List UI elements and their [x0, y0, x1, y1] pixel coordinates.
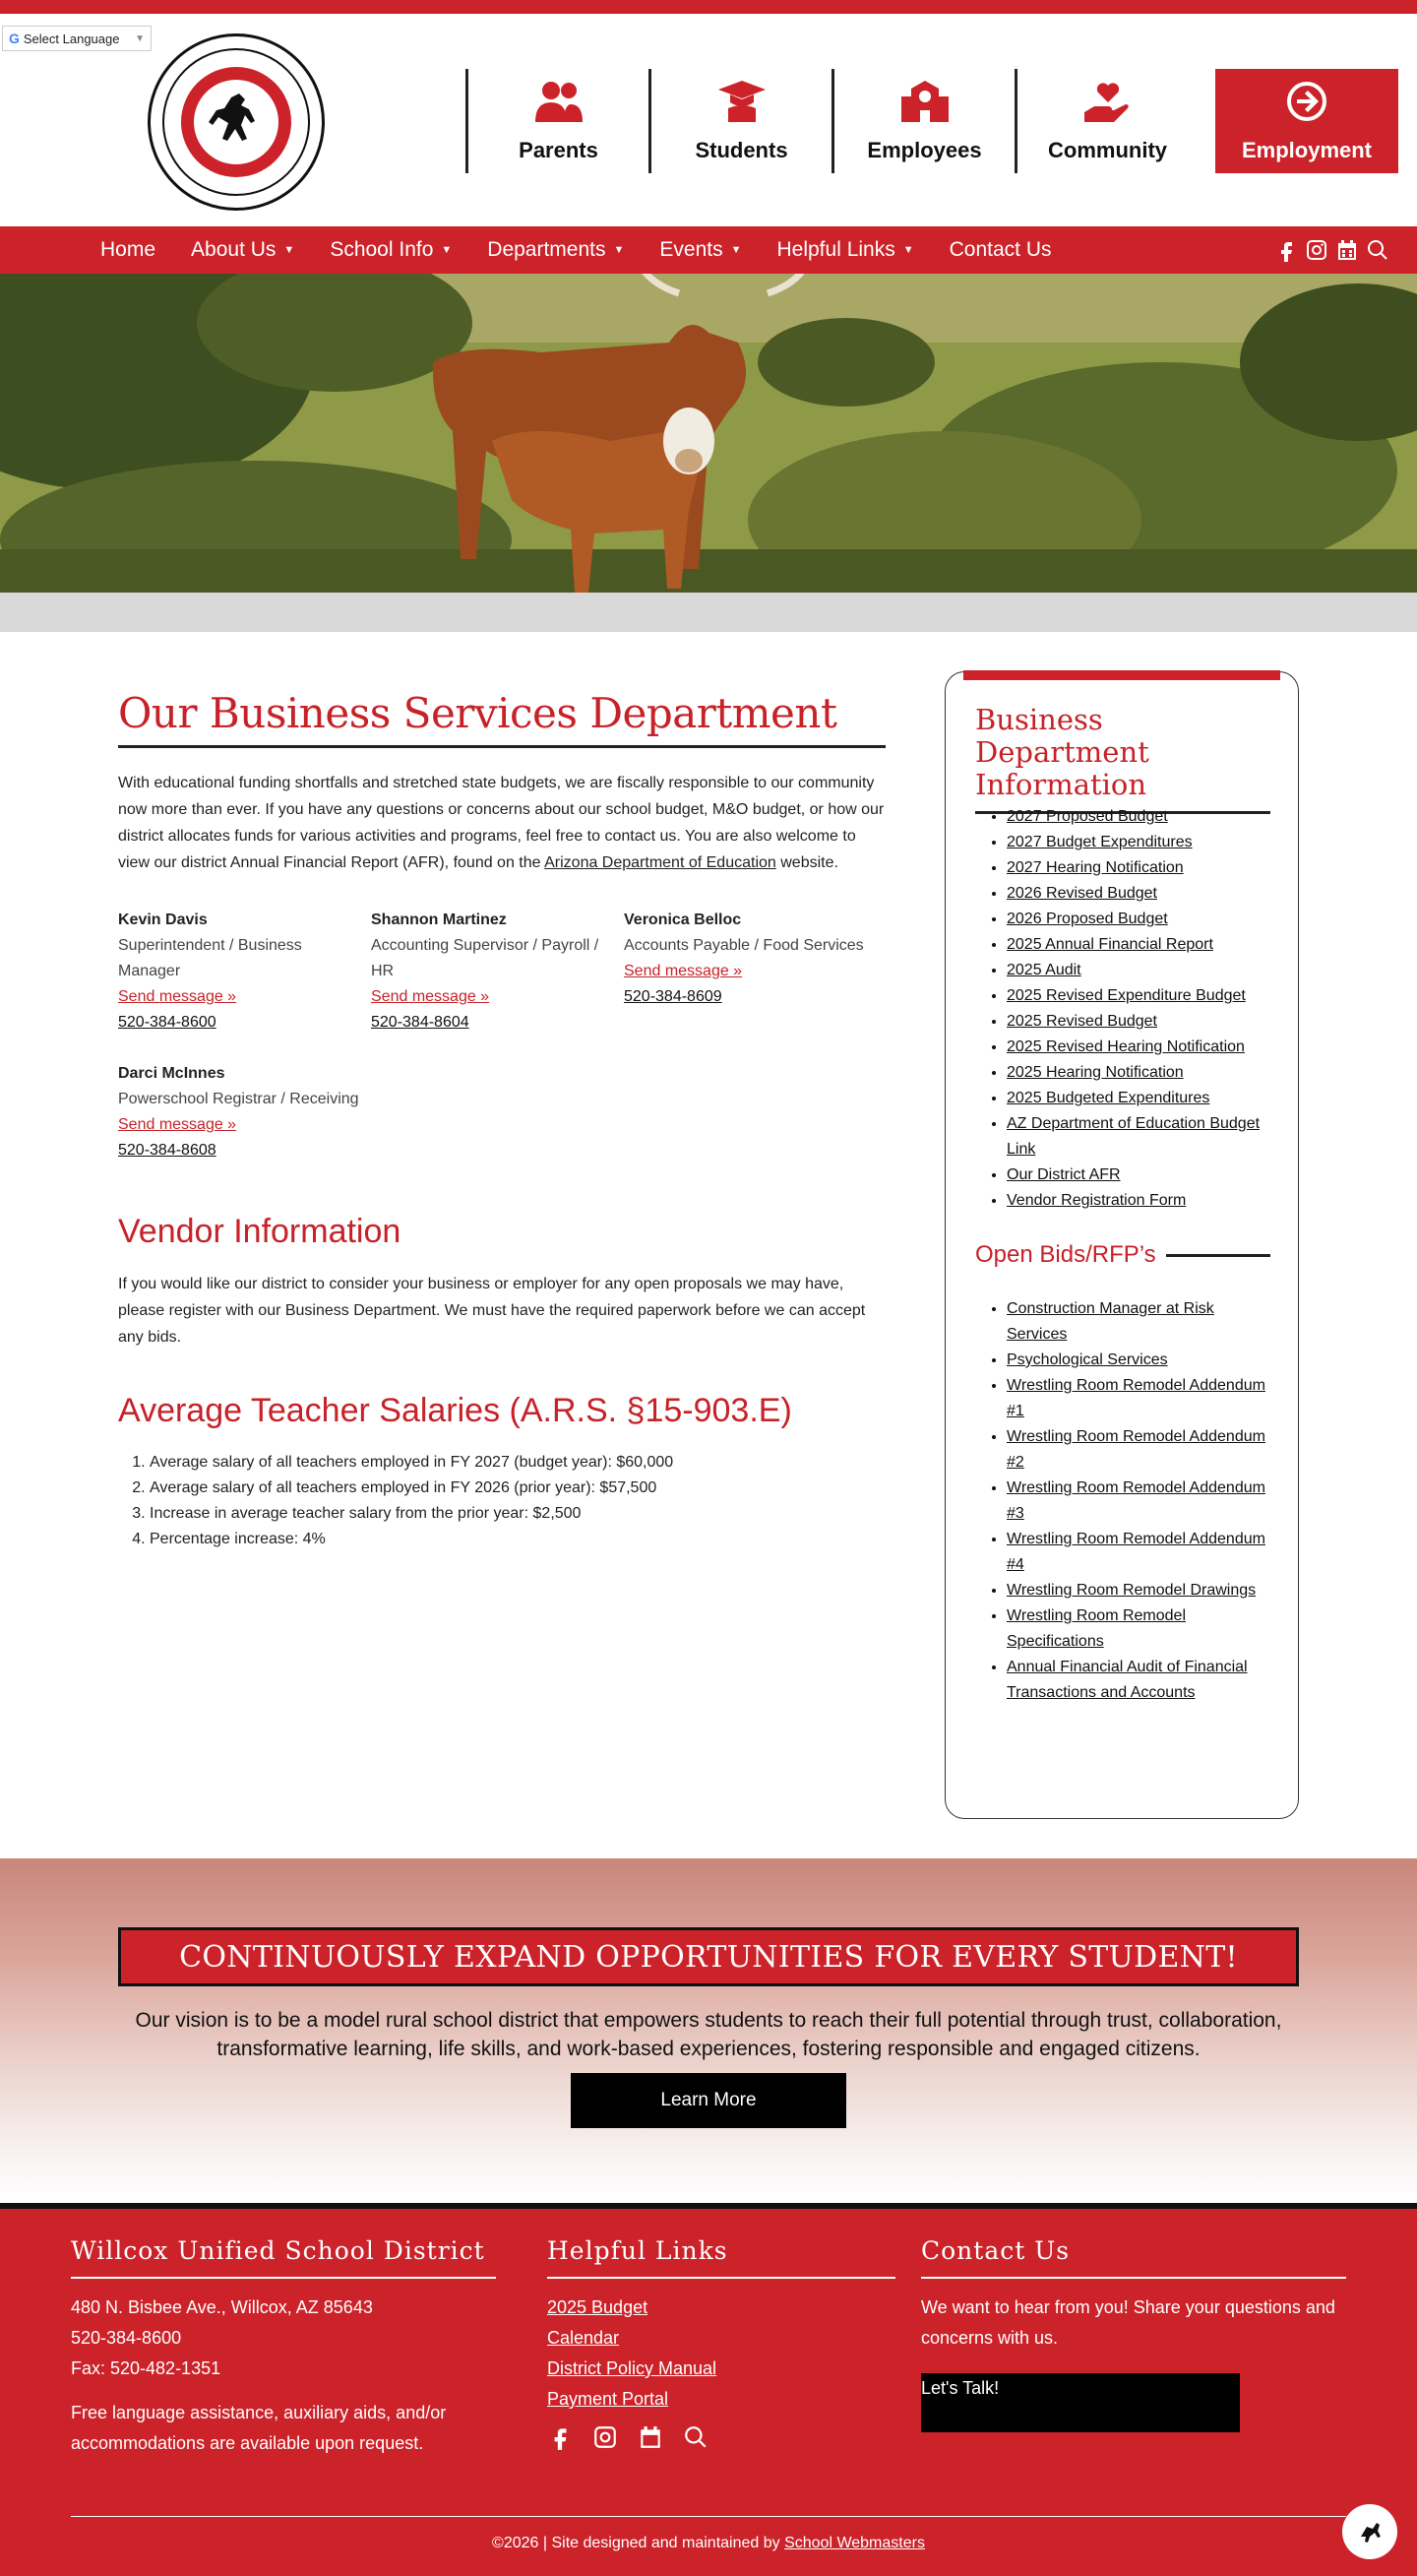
facebook-icon[interactable] [1274, 238, 1298, 262]
list-item [1007, 1603, 1270, 1655]
caret-down-icon: ▼ [441, 244, 453, 256]
list-item [1007, 1035, 1270, 1060]
bid-link[interactable]: Wrestling Room Remodel Addendum #2 [1007, 1428, 1265, 1471]
open-bids-heading: Open Bids/RFP’s [975, 1241, 1270, 1269]
footer-district-heading: Willcox Unified School District [71, 2236, 496, 2279]
list-item [1007, 1111, 1270, 1162]
bid-link[interactable]: Construction Manager at Risk Services [1007, 1300, 1214, 1343]
audience-parents-button[interactable]: Parents [465, 69, 648, 173]
list-item [1007, 1162, 1270, 1188]
cattle-photo-illustration [0, 274, 1417, 593]
footer-language-notice: Free language assistance, auxiliary aids, and/or accommodations are available upon request. [71, 2403, 447, 2453]
budget-link[interactable]: 2026 Revised Budget [1007, 885, 1157, 902]
staff-title: Accounting Supervisor / Payroll / HR [371, 937, 599, 979]
footer-address: 480 N. Bisbee Ave., Willcox, AZ 85643 [71, 2297, 373, 2317]
audience-community-button[interactable]: Community [1015, 69, 1198, 173]
caret-down-icon: ▼ [283, 244, 295, 256]
footer-contact-text: We want to hear from you! Share your questions and concerns with us. [921, 2297, 1335, 2348]
site-footer [0, 2203, 1417, 2576]
budget-link[interactable]: 2027 Proposed Budget [1007, 808, 1168, 825]
instagram-icon[interactable] [592, 2424, 618, 2450]
staff-name: Kevin Davis [118, 911, 208, 928]
staff-card [118, 908, 371, 1036]
school-webmasters-link[interactable]: School Webmasters [784, 2535, 925, 2551]
footer-link-payment-portal[interactable]: Payment Portal [547, 2389, 669, 2409]
arizona-doe-link[interactable]: Arizona Department of Education [544, 854, 776, 871]
send-message-link[interactable]: Send message » [371, 988, 490, 1005]
budget-link[interactable]: 2025 Revised Budget [1007, 1013, 1157, 1030]
audience-nav [465, 69, 1398, 173]
page-title: Our Business Services Department [118, 689, 886, 748]
heart-hand-icon [1082, 79, 1134, 124]
nav-departments[interactable]: Departments ▼ [487, 238, 625, 261]
list-item [1007, 1060, 1270, 1086]
footer-links-column [547, 2236, 895, 2450]
main-content [118, 689, 886, 1552]
caret-down-icon: ▼ [613, 244, 625, 256]
footer-social-icons [547, 2424, 895, 2450]
list-item [1007, 958, 1270, 983]
search-icon[interactable] [1366, 238, 1389, 262]
list-item [1007, 1188, 1270, 1214]
nav-home[interactable]: Home [100, 238, 156, 261]
bid-link[interactable]: Psychological Services [1007, 1351, 1168, 1368]
facebook-icon[interactable] [547, 2424, 573, 2450]
staff-directory [118, 908, 886, 1163]
send-message-link[interactable]: Send message » [118, 1116, 237, 1133]
caret-down-icon: ▼ [902, 244, 914, 256]
bronco-rider-icon [202, 88, 271, 157]
staff-card [624, 908, 877, 1036]
send-message-link[interactable]: Send message » [118, 988, 237, 1005]
list-item [1007, 1348, 1270, 1373]
list-item: 2. Average salary of all teachers employed in FY 2026 (prior year): $57,500 [150, 1476, 886, 1501]
audience-employees-button[interactable]: Employees [832, 69, 1015, 173]
nav-about-us[interactable]: About Us ▼ [191, 238, 295, 261]
google-icon: G [9, 31, 20, 46]
bronco-icon [1355, 2517, 1385, 2546]
caret-down-icon: ▼ [730, 244, 742, 256]
footer-fax: Fax: 520-482-1351 [71, 2358, 221, 2378]
search-icon[interactable] [683, 2424, 708, 2450]
top-accent-strip [0, 0, 1417, 14]
main-navigation [0, 226, 1417, 274]
list-item: 1. Average salary of all teachers employed in FY 2027 (budget year): $60,000 [150, 1450, 886, 1476]
list-item [1007, 830, 1270, 855]
budget-link[interactable]: 2025 Annual Financial Report [1007, 936, 1213, 953]
graduation-cap-icon [716, 79, 768, 124]
list-item [1007, 804, 1270, 830]
hero-image-cattle [0, 274, 1417, 593]
send-message-link[interactable]: Send message » [624, 963, 743, 979]
intro-paragraph: With educational funding shortfalls and stretched state budgets, we are fiscally responsible to our community now more than ever. If you have any questions or concerns about our school budget, M&O budget, or how our district allocates funds for various activities and programs, feel free to contact us. You are also welcome to view our district Annual Financial Report (AFR), found on the Arizona Department of Education website. [118, 775, 885, 871]
footer-contact-heading: Contact Us [921, 2236, 1346, 2279]
translate-label: Select Language [23, 31, 120, 46]
budget-links-list [975, 804, 1270, 1214]
bid-link[interactable]: Wrestling Room Remodel Drawings [1007, 1582, 1257, 1599]
list-item [1007, 1009, 1270, 1035]
budget-link[interactable]: 2026 Proposed Budget [1007, 911, 1168, 927]
vision-section [0, 1858, 1417, 2203]
google-translate-select[interactable] [2, 26, 152, 51]
staff-card [118, 1061, 371, 1163]
school-building-icon [899, 79, 951, 124]
staff-title: Superintendent / Business Manager [118, 937, 302, 979]
list-item [1007, 1476, 1270, 1527]
hero-bottom-band [0, 593, 1417, 632]
audience-employment-button[interactable]: Employment [1215, 69, 1398, 173]
audience-students-button[interactable]: Students [648, 69, 832, 173]
nav-contact-us[interactable]: Contact Us [949, 238, 1052, 261]
staff-card [371, 908, 624, 1036]
footer-district-column [71, 2236, 496, 2459]
footer-link-policy-manual[interactable]: District Policy Manual [547, 2358, 717, 2378]
sidebar-title: Business Department Information [975, 704, 1270, 814]
list-item [1007, 1424, 1270, 1476]
list-item [1007, 1086, 1270, 1111]
bid-link[interactable]: Wrestling Room Remodel Addendum #1 [1007, 1377, 1265, 1419]
vendor-paragraph: If you would like our district to consider your business or employer for any open proposals we may have, please register with our Business Department. We must have the required paperwork before we can accept any bids. [118, 1276, 866, 1346]
list-item [1007, 855, 1270, 881]
learn-more-button[interactable]: Learn More [571, 2073, 846, 2128]
list-item [1007, 907, 1270, 932]
budget-link[interactable]: 2025 Audit [1007, 962, 1081, 978]
arrow-right-circle-icon [1281, 79, 1332, 124]
nav-events[interactable]: Events ▼ [659, 238, 742, 261]
staff-phone-link[interactable]: 520-384-8609 [624, 988, 722, 1005]
chevron-down-icon: ▼ [135, 32, 145, 44]
open-bids-list [975, 1296, 1270, 1706]
salary-list [118, 1450, 886, 1552]
budget-link[interactable]: 2027 Budget Expenditures [1007, 834, 1193, 850]
budget-link[interactable]: 2025 Budgeted Expenditures [1007, 1090, 1210, 1106]
parents-icon [533, 79, 585, 124]
budget-link[interactable]: 2025 Hearing Notification [1007, 1064, 1184, 1081]
staff-title: Powerschool Registrar / Receiving [118, 1091, 359, 1107]
budget-link[interactable]: Our District AFR [1007, 1166, 1121, 1183]
bid-link[interactable]: Wrestling Room Remodel Specifications [1007, 1607, 1186, 1650]
budget-link[interactable]: 2025 Revised Hearing Notification [1007, 1038, 1245, 1055]
bid-link[interactable]: Annual Financial Audit of Financial Transactions and Accounts [1007, 1659, 1248, 1701]
footer-links-heading: Helpful Links [547, 2236, 895, 2279]
calendar-icon[interactable] [638, 2424, 663, 2450]
budget-link[interactable]: 2025 Revised Expenditure Budget [1007, 987, 1246, 1004]
list-item: 4. Percentage increase: 4% [150, 1527, 886, 1552]
bid-link[interactable]: Wrestling Room Remodel Addendum #3 [1007, 1479, 1265, 1522]
list-item [1007, 983, 1270, 1009]
list-item [1007, 1655, 1270, 1706]
bid-link[interactable]: Wrestling Room Remodel Addendum #4 [1007, 1531, 1265, 1573]
staff-phone-link[interactable]: 520-384-8608 [118, 1142, 216, 1159]
list-item [1007, 1527, 1270, 1578]
instagram-icon[interactable] [1305, 238, 1328, 262]
lets-talk-button[interactable]: Let's Talk! [921, 2373, 1240, 2432]
heading-rule [1166, 1254, 1270, 1257]
list-item [1007, 1578, 1270, 1603]
vision-statement: Our vision is to be a model rural school district that empowers students to reach their full potential through trust, collaboration, transformative learning, life skills, and work-based experiences, fostering responsible and engaged citizens. [135, 2009, 1282, 2060]
footer-copyright: ©2026 | Site designed and maintained by School Webmasters [71, 2516, 1346, 2552]
footer-link-calendar[interactable]: Calendar [547, 2328, 620, 2348]
vendor-heading: Vendor Information [118, 1213, 401, 1250]
staff-title: Accounts Payable / Food Services [624, 937, 864, 954]
footer-contact-column [921, 2236, 1346, 2432]
list-item [1007, 932, 1270, 958]
calendar-icon[interactable] [1335, 238, 1359, 262]
list-item [1007, 1373, 1270, 1424]
district-logo[interactable] [148, 33, 325, 211]
list-item [1007, 881, 1270, 907]
footer-link-budget[interactable]: 2025 Budget [547, 2297, 648, 2317]
business-info-sidebar [945, 671, 1299, 1819]
salary-heading: Average Teacher Salaries (A.R.S. §15-903.E) [118, 1392, 792, 1429]
list-item [1007, 1296, 1270, 1348]
sidebar-accent-bar [963, 670, 1280, 680]
staff-name: Veronica Belloc [624, 911, 742, 928]
accessibility-button[interactable] [1342, 2504, 1397, 2559]
nav-school-info[interactable]: School Info ▼ [330, 238, 453, 261]
staff-name: Darci McInnes [118, 1065, 225, 1082]
staff-phone-link[interactable]: 520-384-8600 [118, 1014, 216, 1031]
budget-link[interactable]: Vendor Registration Form [1007, 1192, 1187, 1209]
list-item: 3. Increase in average teacher salary from the prior year: $2,500 [150, 1501, 886, 1527]
staff-phone-link[interactable]: 520-384-8604 [371, 1014, 469, 1031]
staff-name: Shannon Martinez [371, 911, 507, 928]
budget-link[interactable]: AZ Department of Education Budget Link [1007, 1115, 1261, 1158]
vision-banner: CONTINUOUSLY EXPAND OPPORTUNITIES FOR EVERY STUDENT! [118, 1927, 1299, 1986]
nav-helpful-links[interactable]: Helpful Links ▼ [776, 238, 914, 261]
budget-link[interactable]: 2027 Hearing Notification [1007, 859, 1184, 876]
footer-phone: 520-384-8600 [71, 2328, 182, 2348]
